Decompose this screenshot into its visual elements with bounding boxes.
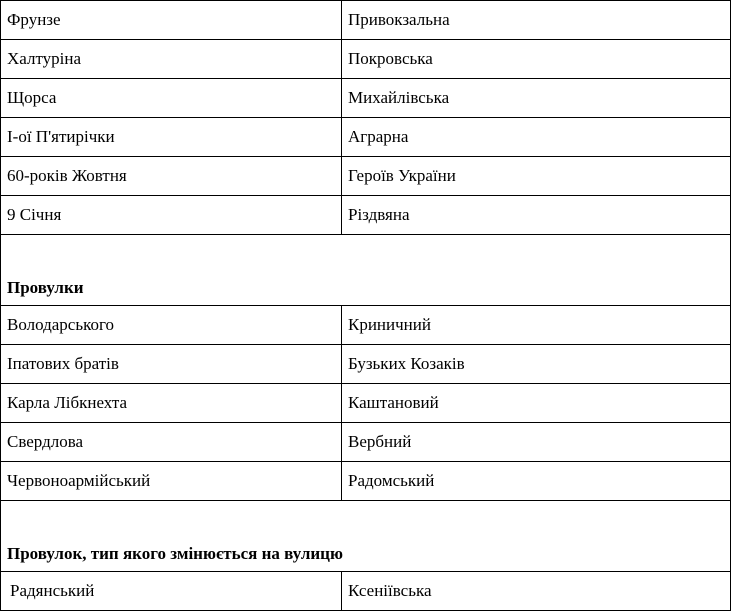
retyped-heading: Провулок, тип якого змінюється на вулицю — [1, 501, 731, 572]
old-name-text: Радянський — [10, 581, 95, 600]
old-name-cell: 9 Січня — [1, 196, 342, 235]
old-name-cell: Свердлова — [1, 423, 342, 462]
new-name-cell: Радомський — [342, 462, 731, 501]
table-row — [1, 1, 731, 40]
old-name-cell: Іпатових братів — [1, 345, 342, 384]
old-name-cell: Щорса — [1, 79, 342, 118]
table-row — [1, 462, 731, 501]
new-name-cell: Ксеніївська — [342, 572, 731, 611]
new-name-cell: Вербний — [342, 423, 731, 462]
table-row — [1, 40, 731, 79]
new-name-cell: Різдвяна — [342, 196, 731, 235]
table-row — [1, 196, 731, 235]
old-name-cell: Фрунзе — [1, 1, 342, 40]
table-row — [1, 384, 731, 423]
new-name-cell: Каштановий — [342, 384, 731, 423]
new-name-cell: Привокзальна — [342, 1, 731, 40]
table-row — [1, 345, 731, 384]
new-name-cell: Бузьких Козаків — [342, 345, 731, 384]
new-name-cell: Михайлівська — [342, 79, 731, 118]
table-row — [1, 157, 731, 196]
new-name-cell: Аграрна — [342, 118, 731, 157]
old-name-cell — [1, 572, 342, 611]
section-heading-row — [1, 501, 731, 572]
old-name-cell: Карла Лібкнехта — [1, 384, 342, 423]
new-name-cell: Героїв України — [342, 157, 731, 196]
old-name-cell: Червоноармійський — [1, 462, 342, 501]
section-heading-row — [1, 235, 731, 306]
old-name-cell: Халтуріна — [1, 40, 342, 79]
table-row — [1, 306, 731, 345]
old-name-cell: І-ої П'ятирічки — [1, 118, 342, 157]
old-name-cell: 60-років Жовтня — [1, 157, 342, 196]
lanes-heading: Провулки — [1, 235, 731, 306]
old-name-cell: Володарського — [1, 306, 342, 345]
table-row — [1, 79, 731, 118]
table-row — [1, 423, 731, 462]
new-name-cell: Криничний — [342, 306, 731, 345]
table-row — [1, 118, 731, 157]
new-name-cell: Покровська — [342, 40, 731, 79]
table-row — [1, 572, 731, 611]
